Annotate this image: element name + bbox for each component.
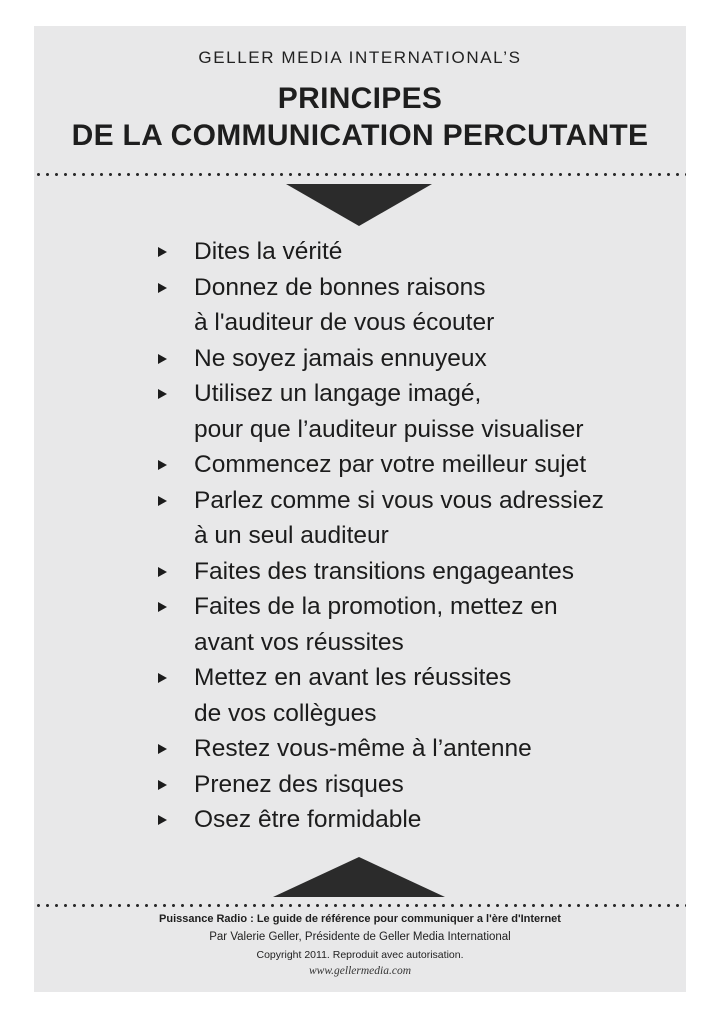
dotted-divider-bottom <box>34 904 686 907</box>
footer-website: www.gellermedia.com <box>309 965 411 977</box>
triangle-bullet-icon <box>158 247 167 257</box>
principle-text-line: Faites de la promotion, mettez en <box>194 593 558 620</box>
principle-item <box>154 376 674 447</box>
principle-text-line: Utilisez un langage imagé, <box>194 380 482 407</box>
principle-item <box>154 731 674 767</box>
principles-list <box>154 234 674 838</box>
principle-text-line: Mettez en avant les réussites <box>194 664 512 691</box>
principle-item <box>154 483 674 554</box>
triangle-bullet-icon <box>158 602 167 612</box>
footer-copyright: Copyright 2011. Reproduit avec autorisation. <box>256 949 464 961</box>
footer-author: Par Valerie Geller, Présidente de Geller Media International <box>209 931 511 943</box>
triangle-bullet-icon <box>158 780 167 790</box>
principle-text-line: pour que l’auditeur puisse visualiser <box>194 415 584 443</box>
page-title-line-2: DE LA COMMUNICATION PERCUTANTE <box>71 119 649 152</box>
principle-item <box>154 554 674 590</box>
principle-item <box>154 447 674 483</box>
principle-text-line: Osez être formidable <box>194 806 422 833</box>
principle-text-line: Donnez de bonnes raisons <box>194 273 486 301</box>
principle-item <box>154 802 674 838</box>
principle-item <box>154 234 674 270</box>
principle-text-line: à l'auditeur de vous écouter <box>194 309 495 336</box>
principle-text-line: Commencez par votre meilleur sujet <box>194 451 587 478</box>
up-triangle-icon <box>273 857 445 897</box>
triangle-bullet-icon <box>158 389 167 399</box>
triangle-bullet-icon <box>158 496 167 506</box>
triangle-bullet-icon <box>158 354 167 364</box>
principle-item <box>154 660 674 731</box>
principle-text-line: à un seul auditeur <box>194 522 389 549</box>
poster-card <box>34 26 686 992</box>
down-triangle-icon <box>286 184 432 226</box>
principle-text-line: de vos collègues <box>194 699 377 727</box>
triangle-bullet-icon <box>158 460 167 470</box>
principle-item <box>154 589 674 660</box>
principle-item <box>154 767 674 803</box>
principle-text-line: Parlez comme si vous vous adressiez <box>194 486 604 514</box>
principle-text-line: Faites des transitions engageantes <box>194 557 574 585</box>
triangle-bullet-icon <box>158 283 167 293</box>
principle-text-line: Dites la vérité <box>194 238 343 265</box>
principle-text-line: avant vos réussites <box>194 628 404 656</box>
principle-text-line: Prenez des risques <box>194 770 404 798</box>
principle-item <box>154 341 674 377</box>
footer-book-title: Puissance Radio : Le guide de référence pour communiquer a l'ère d'Internet <box>159 913 561 925</box>
triangle-bullet-icon <box>158 673 167 683</box>
principle-item <box>154 270 674 341</box>
brand-name: GELLER MEDIA INTERNATIONAL’S <box>198 48 522 67</box>
principle-text-line: Restez vous-même à l’antenne <box>194 735 532 762</box>
principle-text-line: Ne soyez jamais ennuyeux <box>194 344 487 372</box>
dotted-divider-top <box>34 173 686 176</box>
page-title-line-1: PRINCIPES <box>277 82 443 115</box>
triangle-bullet-icon <box>158 815 167 825</box>
triangle-bullet-icon <box>158 744 167 754</box>
triangle-bullet-icon <box>158 567 167 577</box>
